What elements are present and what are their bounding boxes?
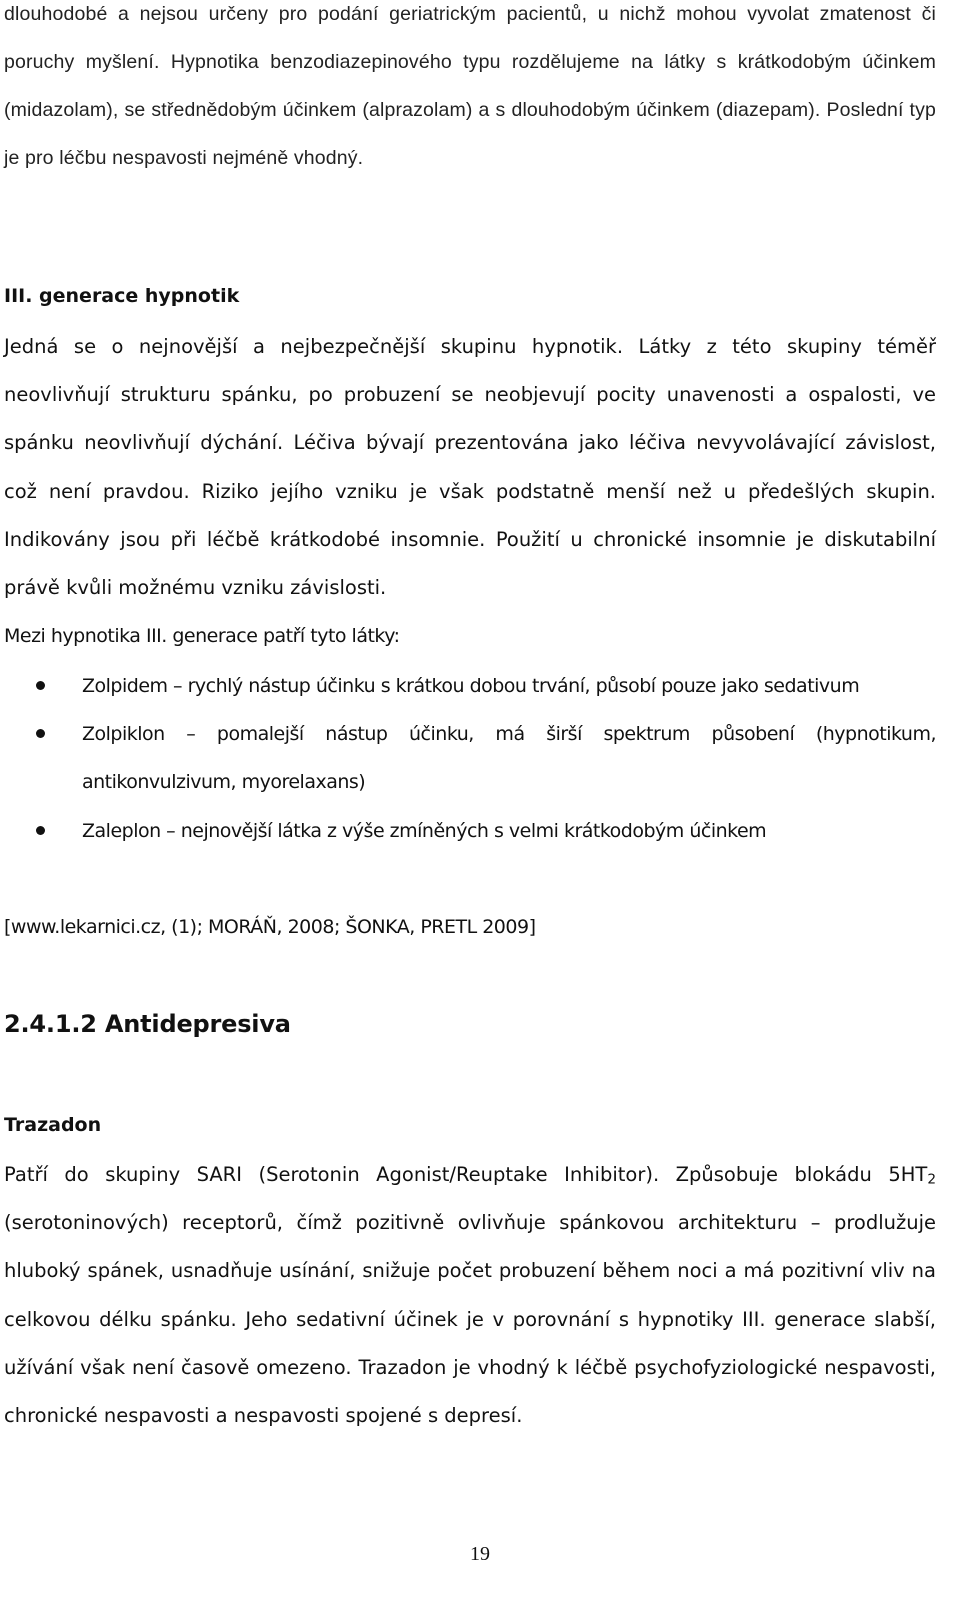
trazadon-paragraph (4, 1151, 936, 1440)
subscript-number: 2 (927, 1171, 936, 1188)
section-heading-generation: III. generace hypnotik (4, 285, 240, 307)
section-heading-antidepressants: 2.4.1.2 Antidepresiva (4, 1010, 291, 1038)
list-item-text: Zolpidem – rychlý nástup účinku s krátkou dobou trvání, působí pouze jako sedativum (82, 675, 860, 697)
bullet-icon (36, 681, 45, 690)
list-item-text: Zolpiklon – pomalejší nástup účinku, má širší spektrum působení (hypnotikum, antikonvulzivum, myorelaxans) (82, 723, 936, 794)
bullet-icon (36, 729, 45, 738)
bullet-icon (36, 826, 45, 835)
trazadon-text-part1: Patří do skupiny SARI (Serotonin Agonist/Reuptake Inhibitor). Způsobuje blokádu 5HT (4, 1163, 928, 1186)
list-item (0, 807, 936, 855)
intro-paragraph: dlouhodobé a nejsou určeny pro podání geriatrickým pacientů, u nichž mohou vyvolat zmatenost či poruchy myšlení. Hypnotika benzodiazepinového typu rozdělujeme na látky s krátkodobým účinkem (midazolam), se střednědobým účinkem (alprazolam) a s dlouhodobým účinkem (diazepam). Poslední typ je pro léčbu nespavosti nejméně vhodný. (4, 3, 936, 169)
list-item (0, 662, 936, 710)
generation-paragraph: Jedná se o nejnovější a nejbezpečnější skupinu hypnotik. Látky z této skupiny téměř neovlivňují strukturu spánku, po probuzení se neobjevují pocity unavenosti a ospalosti, ve spánku neovlivňují dýchání. Léčiva bývají prezentována jako léčiva nevyvolávající závislost, což není pravdou. Riziko jejího vzniku je však podstatně menší než u předešlých skupin. Indikovány jsou při léčbě krátkodobé insomnie. Použití u chronické insomnie je diskutabilní právě kvůli možnému vzniku závislosti. (4, 335, 936, 600)
citation: [www.lekarnici.cz, (1); MORÁŇ, 2008; ŠONKA, PRETL 2009] (4, 916, 536, 938)
page-number: 19 (470, 1543, 490, 1565)
subheading-trazadon: Trazadon (4, 1114, 102, 1136)
substance-list (0, 662, 936, 855)
list-intro: Mezi hypnotika III. generace patří tyto látky: (4, 625, 400, 647)
trazadon-text-part2: (serotoninových) receptorů, čímž pozitivně ovlivňuje spánkovou architekturu – prodlužuje hluboký spánek, usnadňuje usínání, snižuje počet probuzení během noci a má pozitivní vliv na celkovou délku spánku. Jeho sedativní účinek je v porovnání s hypnotiky III. generace slabší, užívání však není časově omezeno. Trazadon je vhodný k léčbě psychofyziologické nespavosti, chronické nespavosti a nespavosti spojené s depresí. (4, 1211, 936, 1428)
list-item (0, 710, 936, 806)
list-item-text: Zaleplon – nejnovější látka z výše zmíněných s velmi krátkodobým účinkem (82, 819, 767, 842)
